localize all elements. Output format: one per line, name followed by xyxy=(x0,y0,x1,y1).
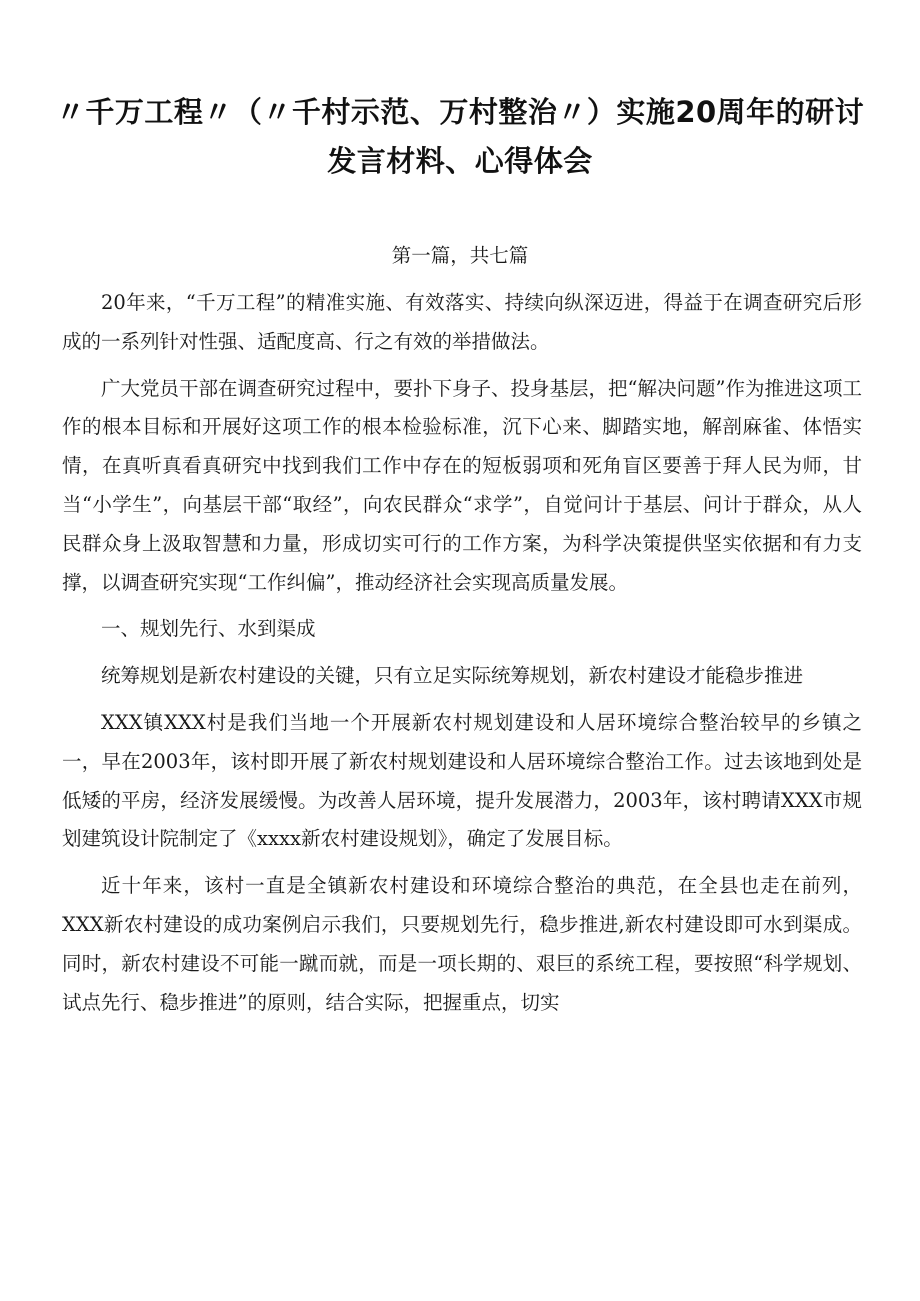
subheading-planning: 一、规划先行、水到渠成 xyxy=(101,617,316,641)
document-body xyxy=(62,284,862,1022)
section-heading: 第一篇，共七篇 xyxy=(391,244,529,267)
document-title: 〃千万工程〃（〃千村示范、万村整治〃）实施20周年的研讨发言材料、心得体会 xyxy=(55,95,865,178)
paragraph-cadres: 广大党员干部在调查研究过程中，要扑下身子、投身基层，把“解决问题”作为推进这项工作的根本目标和开展好这项工作的根本检验标准，沉下心来、脚踏实地，解剖麻雀、体悟实情，在真听真看真研究中找到我们工作中存在的短板弱项和死角盲区要善于拜人民为师，甘当“小学生”，向基层干部“取经”，向农民群众“求学”，自觉问计于基层、问计于群众，从人民群众身上汲取智慧和力量，形成切实可行的工作方案，为科学决策提供坚实依据和有力支撑，以调查研究实现“工作纠偏”，推动经济社会实现高质量发展。 xyxy=(62,376,862,594)
paragraph-village-case: XXX镇XXX村是我们当地一个开展新农村规划建设和人居环境综合整治较早的乡镇之一，早在2003年，该村即开展了新农村规划建设和人居环境综合整治工作。过去该地到处是低矮的平房，经济发展缓慢。为改善人居环境，提升发展潜力，2003年，该村聘请XXX市规划建筑设计院制定了《xxxx新农村建设规划》，确定了发展目标。 xyxy=(62,710,862,851)
paragraph-planning-key: 统筹规划是新农村建设的关键，只有立足实际统筹规划，新农村建设才能稳步推进 xyxy=(101,664,804,688)
paragraph-decade: 近十年来，该村一直是全镇新农村建设和环境综合整治的典范，在全县也走在前列，XXX新农村建设的成功案例启示我们，只要规划先行，稳步推进,新农村建设即可水到渠成。同时，新农村建设不可能一蹴而就，而是一项长期的、艰巨的系统工程，要按照“科学规划、试点先行、稳步推进”的原则，结合实际，把握重点，切实 xyxy=(62,874,862,1014)
paragraph-intro: 20年来，“千万工程”的精准实施、有效落实、持续向纵深迈进，得益于在调查研究后形成的一系列针对性强、适配度高、行之有效的举措做法。 xyxy=(62,291,862,353)
